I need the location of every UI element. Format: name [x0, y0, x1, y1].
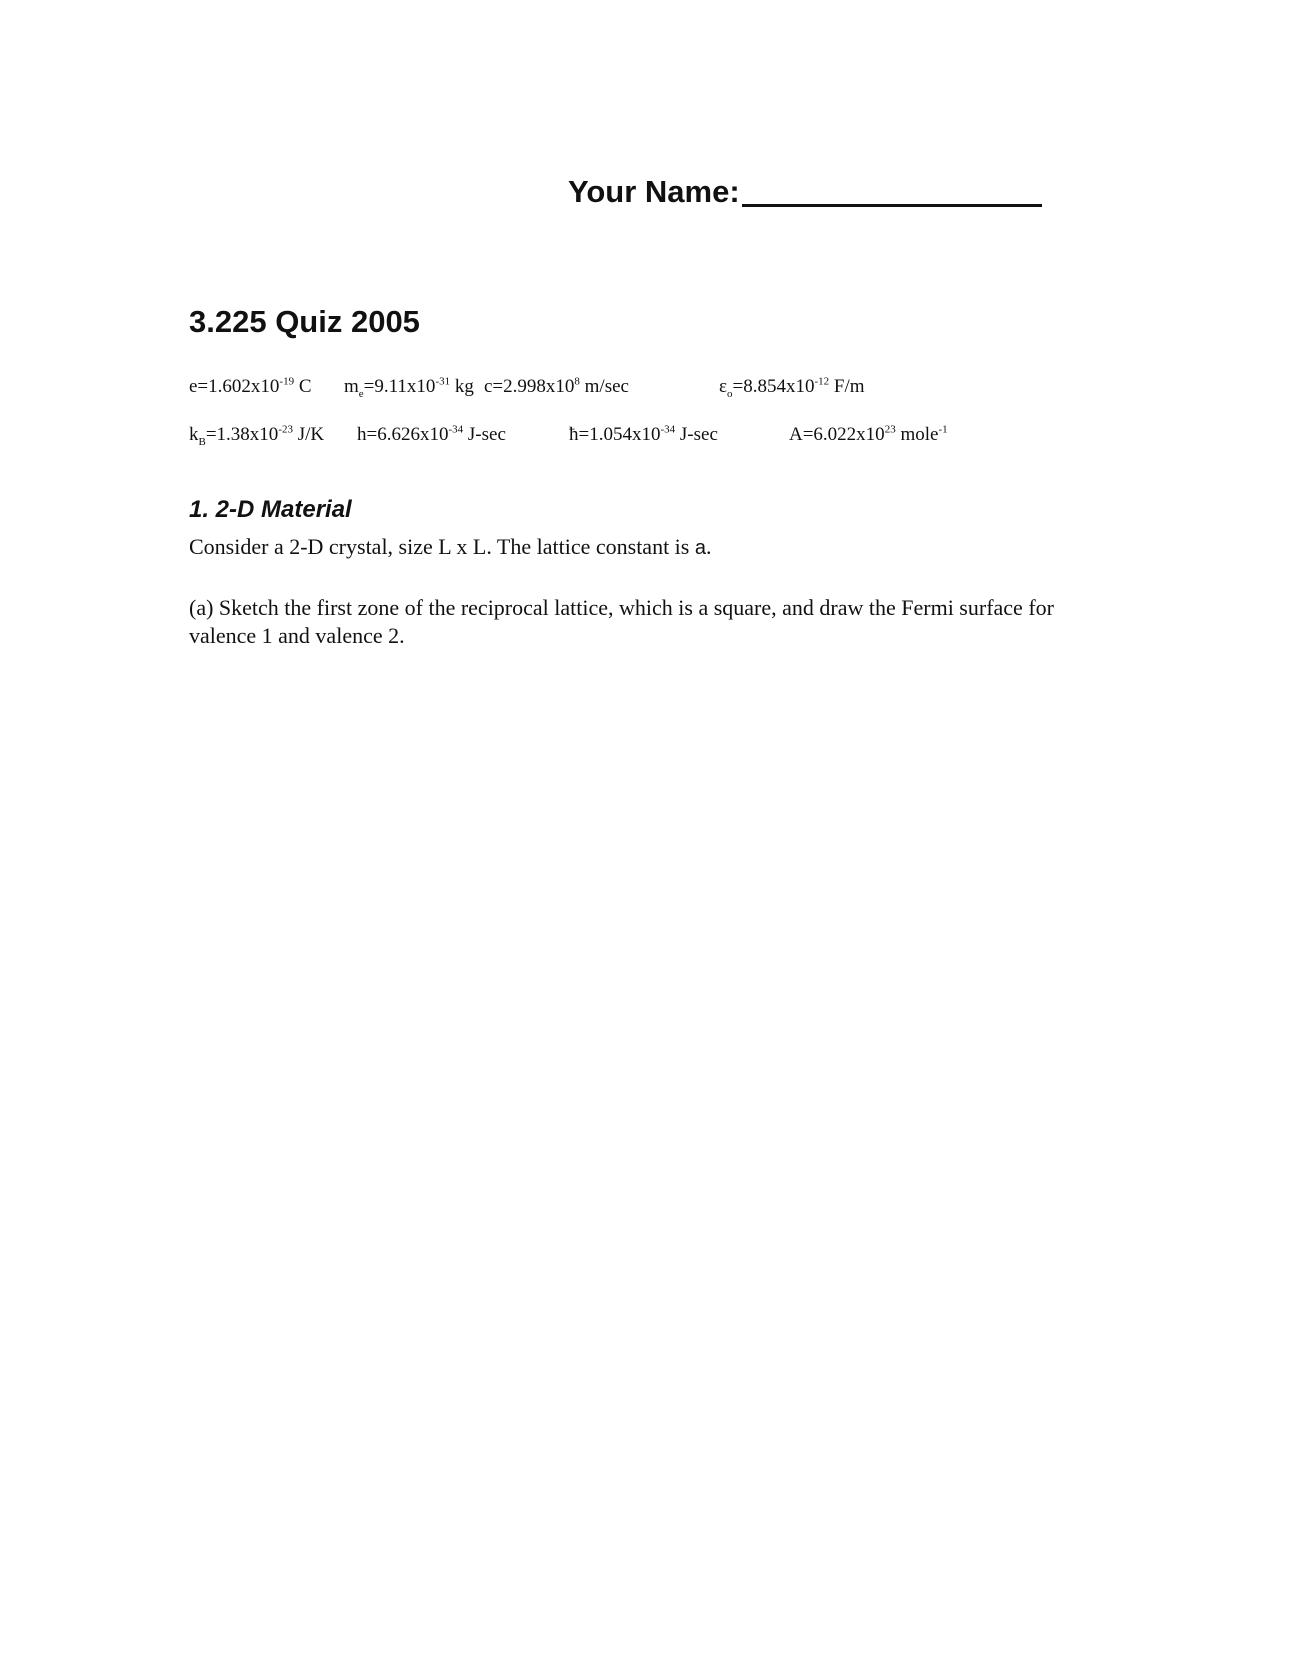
const-avogadro: $A=6.022x10^{23}$ mole$^{-1}$	[789, 423, 948, 445]
name-blank-line[interactable]	[742, 174, 1042, 207]
name-field[interactable]	[568, 174, 1042, 207]
problem-part-a: (a) Sketch the first zone of the reciprocal lattice, which is a square, and draw the Fermi surface for valence 1 and valence 2.	[189, 595, 1054, 648]
problem-heading: 1. 2-D Material	[189, 496, 352, 523]
const-permittivity: $\varepsilon_o=8.854x10^{-12}$ F/m	[719, 375, 865, 400]
problem-intro: Consider a 2-D crystal, size L x L. The lattice constant is a.	[189, 534, 712, 559]
const-electron-charge: $e=1.602x10^{-19}$ C	[189, 375, 312, 397]
name-label: Your Name:	[568, 174, 740, 209]
const-boltzmann: $k_B=1.38x10^{-23}$ J/K	[189, 423, 325, 448]
const-speed-of-light: $c=2.998x10^8$ m/sec	[484, 375, 629, 397]
const-reduced-planck: $ħ=1.054x10^{-34}$ J-sec	[569, 423, 718, 445]
const-planck: $h=6.626x10^{-34}$ J-sec	[357, 423, 506, 445]
page-title: 3.225 Quiz 2005	[189, 304, 420, 339]
const-electron-mass: $m_e=9.11x10^{-31}$ kg	[344, 375, 474, 400]
